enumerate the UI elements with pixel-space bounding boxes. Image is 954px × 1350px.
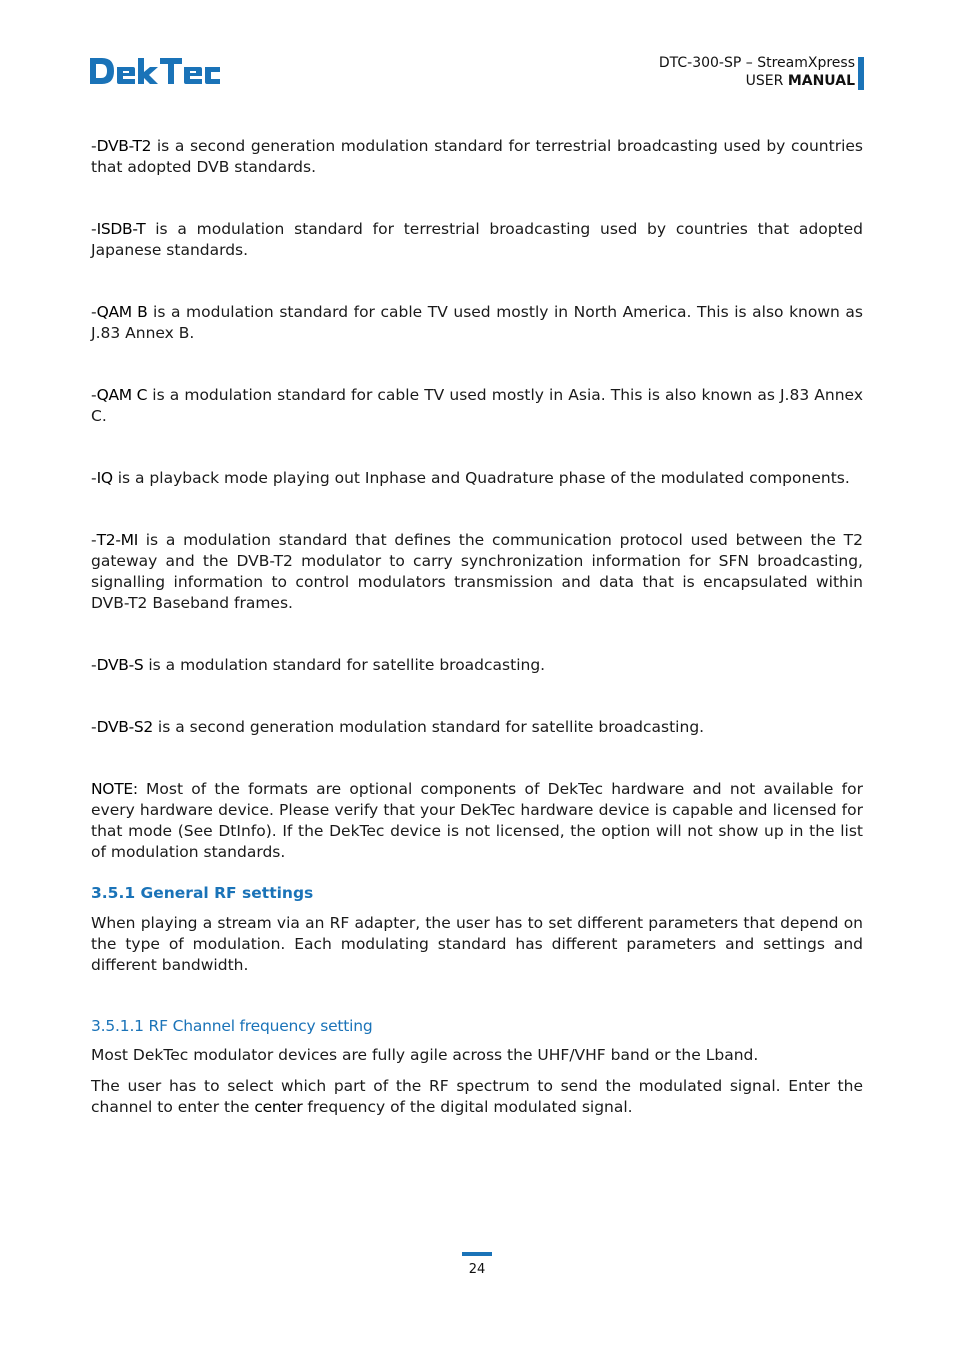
- term: DVB-S: [96, 656, 144, 674]
- header-accent-bar: [858, 57, 864, 90]
- paragraph-iq: -IQ is a playback mode playing out Inphase and Quadrature phase of the modulated components.: [91, 469, 850, 487]
- term: QAM C: [96, 386, 148, 404]
- term: DVB-T2: [96, 137, 152, 155]
- section-heading: 3.5.1 General RF settings: [91, 884, 314, 902]
- footer-accent-bar: [462, 1252, 492, 1256]
- term: IQ: [96, 469, 113, 487]
- paragraph-dvb-s2: -DVB-S2 is a second generation modulation standard for satellite broadcasting.: [91, 718, 705, 736]
- term: ISDB-T: [96, 220, 146, 238]
- term: T2-MI: [96, 531, 138, 549]
- page-body: [91, 136, 863, 1118]
- term: DVB-S2: [96, 718, 153, 736]
- subsection-body-2: The user has to select which part of the RF spectrum to send the modulated signal. Enter the channel to enter the center frequency of the digital modulated signal.: [91, 1077, 863, 1116]
- running-header: [659, 54, 855, 90]
- manual-label: USER MANUAL: [745, 73, 855, 89]
- paragraph-t2-mi: -T2-MI is a modulation standard that defines the communication protocol used between the T2 gateway and the DVB-T2 modulator to carry synchronization information for SFN broadcasting, signalling information to control modulators transmission and data that is encapsulated within DVB-T2 Baseband frames.: [91, 531, 863, 612]
- subsection-body-1: Most DekTec modulator devices are fully agile across the UHF/VHF band or the Lband.: [91, 1046, 759, 1064]
- dektec-logo: [90, 55, 220, 89]
- product-name: DTC-300-SP – StreamXpress: [658, 55, 855, 71]
- paragraph-dvb-s: -DVB-S is a modulation standard for satellite broadcasting.: [91, 656, 546, 674]
- term: QAM B: [96, 303, 148, 321]
- paragraph-qam-c: -QAM C is a modulation standard for cable TV used mostly in Asia. This is also known as J.83 Annex C.: [91, 386, 863, 425]
- subsection-heading: 3.5.1.1 RF Channel frequency setting: [91, 1017, 373, 1035]
- paragraph-note: NOTE: Most of the formats are optional components of DekTec hardware and not available for every hardware device. Please verify that your DekTec hardware device is capable and licensed for that mode (See DtInfo). If the DekTec device is not licensed, the option will not show up in the list of modulation standards.: [91, 780, 863, 861]
- term-center: center: [254, 1098, 303, 1116]
- paragraph-dvb-t2: -DVB-T2 is a second generation modulation standard for terrestrial broadcasting used by countries that adopted DVB standards.: [91, 137, 863, 176]
- dektec-logo-mark: [90, 55, 220, 89]
- page-number: 24: [468, 1262, 486, 1277]
- note-label: NOTE:: [91, 780, 138, 798]
- paragraph-isdb-t: -ISDB-T is a modulation standard for terrestrial broadcasting used by countries that adopted Japanese standards.: [91, 220, 863, 259]
- manual-word: MANUAL: [787, 73, 855, 89]
- section-body: When playing a stream via an RF adapter, the user has to set different parameters that depend on the type of modulation. Each modulating standard has different parameters and settings and different bandwidth.: [91, 914, 863, 974]
- paragraph-qam-b: -QAM B is a modulation standard for cable TV used mostly in North America. This is also known as J.83 Annex B.: [91, 303, 863, 342]
